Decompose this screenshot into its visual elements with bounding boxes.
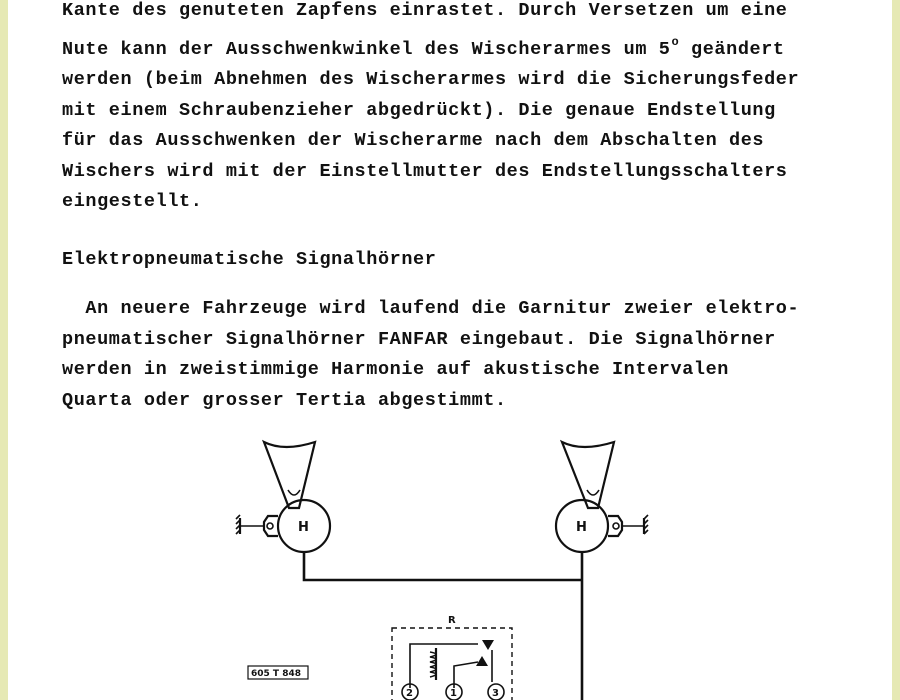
terminal-3 <box>488 684 504 700</box>
left-horn-neck <box>288 490 300 495</box>
body-paragraph-horns <box>62 294 799 416</box>
text-line: mit einem Schraubenzieher abgedrückt). Die genaue Endstellung <box>62 99 776 121</box>
text-line: für das Ausschwenken der Wischerarme nach dem Abschalten des <box>62 130 765 151</box>
relay-contact-upper <box>482 640 494 650</box>
relay-label: R <box>448 615 456 626</box>
text-line: werden in zweistimmige Harmonie auf akustische Intervalen <box>62 359 730 380</box>
section-heading: Elektropneumatische Signalhörner <box>62 249 437 270</box>
svg-text:2: 2 <box>406 688 413 699</box>
text-line: pneumatischer Signalhörner FANFAR eingebaut. Die Signalhörner <box>62 328 776 350</box>
right-horn-bell <box>562 442 614 508</box>
text-line <box>62 27 799 66</box>
svg-text:605 T 848: 605 T 848 <box>251 669 301 679</box>
left-horn-bracket <box>264 516 278 536</box>
text-segment: Nute kann der Ausschwenkwinkel des Wischerarmes um 5 <box>62 38 671 60</box>
text-segment: geändert <box>679 38 785 60</box>
relay-coil-icon <box>430 648 436 680</box>
right-horn-bolt <box>613 523 619 529</box>
left-horn-bolt <box>267 523 273 529</box>
right-horn-neck <box>587 490 599 495</box>
left-horn-bell <box>264 442 315 508</box>
text-line: Wischers wird mit der Einstellmutter des Endstellungsschalters <box>62 160 788 182</box>
svg-text:3: 3 <box>492 688 499 699</box>
right-horn-label: H <box>576 520 587 535</box>
right-horn-bracket <box>608 516 622 536</box>
text-line: An neuere Fahrzeuge wird laufend die Garnitur zweier elektro- <box>62 298 800 319</box>
figure-code <box>248 666 308 679</box>
document-page <box>8 0 892 700</box>
left-horn-label: H <box>298 520 309 535</box>
right-ground-icon <box>644 515 648 534</box>
text-line: Kante des genuteten Zapfens einrastet. Durch Versetzen um eine <box>62 0 788 21</box>
horn-connection-wire <box>304 552 582 580</box>
relay-contact-lower <box>476 656 488 666</box>
body-paragraph-wiper <box>62 0 799 218</box>
right-horn <box>556 442 648 552</box>
text-line: Quarta oder grosser Tertia abgestimmt. <box>62 389 507 411</box>
text-line: eingestellt. <box>62 191 203 212</box>
left-horn <box>236 442 330 552</box>
degree-superscript: o <box>671 34 680 49</box>
svg-text:1: 1 <box>450 688 457 699</box>
left-ground-icon <box>236 515 240 534</box>
relay-internal-wire <box>410 644 478 688</box>
text-line: werden (beim Abnehmen des Wischerarmes wird die Sicherungsfeder <box>62 69 800 90</box>
horn-wiring-diagram <box>8 430 892 700</box>
